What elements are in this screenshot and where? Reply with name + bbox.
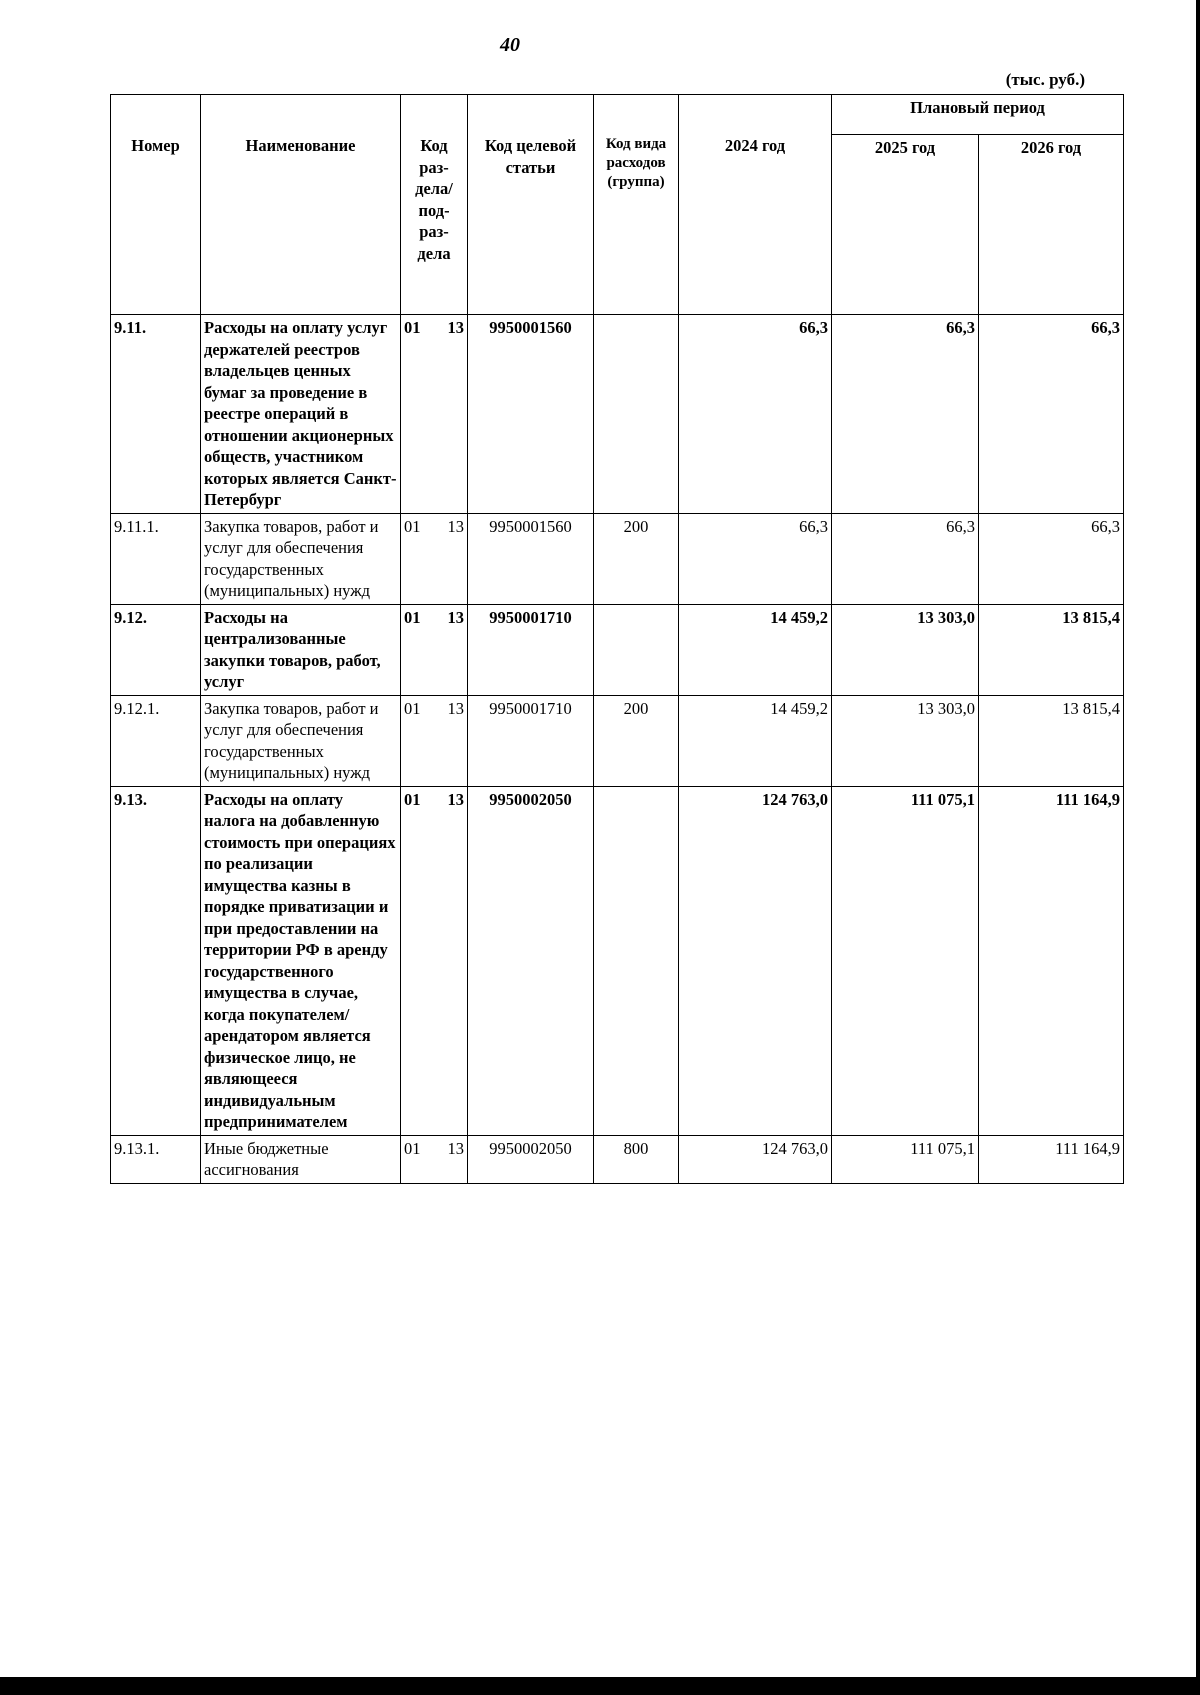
row-number: 9.11.1.	[111, 513, 201, 604]
row-value-2024: 66,3	[679, 315, 832, 514]
header-expense-type: Код вида расходов (группа)	[594, 95, 679, 315]
row-number: 9.13.1.	[111, 1135, 201, 1183]
header-2025: 2025 год	[832, 135, 979, 315]
row-target-code: 9950001710	[468, 604, 594, 695]
page-number: 40	[500, 34, 520, 56]
row-value-2024: 14 459,2	[679, 695, 832, 786]
row-target-code: 9950001710	[468, 695, 594, 786]
row-section: 01	[404, 698, 421, 718]
row-value-2026: 13 815,4	[979, 604, 1124, 695]
table-body	[111, 315, 1124, 1184]
header-planned-period: Плановый период	[832, 95, 1124, 135]
units-label: (тыс. руб.)	[1005, 70, 1085, 89]
row-expense-type	[594, 315, 679, 514]
scan-edge-right	[1196, 0, 1200, 1695]
row-section-code	[401, 786, 468, 1135]
row-name: Иные бюджетные ассигнования	[201, 1135, 401, 1183]
row-value-2024: 66,3	[679, 513, 832, 604]
row-value-2024: 14 459,2	[679, 604, 832, 695]
row-number: 9.12.	[111, 604, 201, 695]
table-row	[111, 786, 1124, 1135]
row-number: 9.13.	[111, 786, 201, 1135]
row-section-code	[401, 1135, 468, 1183]
row-expense-type: 200	[594, 695, 679, 786]
row-expense-type	[594, 786, 679, 1135]
row-number: 9.11.	[111, 315, 201, 514]
table-row	[111, 513, 1124, 604]
header-name: Наименование	[201, 95, 401, 315]
row-expense-type	[594, 604, 679, 695]
row-target-code: 9950001560	[468, 315, 594, 514]
row-value-2025: 13 303,0	[832, 695, 979, 786]
row-name: Закупка товаров, работ и услуг для обеспечения государственных (муниципальных) нужд	[201, 695, 401, 786]
row-name: Расходы на оплату услуг держателей реестров владельцев ценных бумаг за проведение в реестре операций в отношении акционерных обществ, участником которых является Санкт-Петербург	[201, 315, 401, 514]
row-subsection: 13	[447, 318, 464, 337]
table-row	[111, 604, 1124, 695]
header-section-code: Код раз-дела/ под-раз-дела	[401, 95, 468, 315]
row-value-2026: 13 815,4	[979, 695, 1124, 786]
table-row	[111, 1135, 1124, 1183]
row-subsection: 13	[447, 789, 464, 809]
row-target-code: 9950001560	[468, 513, 594, 604]
row-value-2025: 111 075,1	[832, 786, 979, 1135]
row-value-2026: 111 164,9	[979, 786, 1124, 1135]
budget-table	[110, 94, 1124, 1184]
row-value-2025: 13 303,0	[832, 604, 979, 695]
header-2026: 2026 год	[979, 135, 1124, 315]
row-section-code	[401, 695, 468, 786]
row-section: 01	[404, 516, 421, 536]
row-section-code	[401, 315, 468, 514]
row-name: Закупка товаров, работ и услуг для обеспечения государственных (муниципальных) нужд	[201, 513, 401, 604]
row-value-2024: 124 763,0	[679, 786, 832, 1135]
row-name: Расходы на централизованные закупки товаров, работ, услуг	[201, 604, 401, 695]
row-expense-type: 200	[594, 513, 679, 604]
row-subsection: 13	[447, 698, 464, 718]
table-row	[111, 315, 1124, 514]
row-name: Расходы на оплату налога на добавленную стоимость при операциях по реализации имущества казны в порядке приватизации и при предоставлении на территории РФ в аренду государственного имущества в случае, когда покупателем/арендатором является физическое лицо, не являющееся индивидуальным предпринимателем	[201, 786, 401, 1135]
row-subsection: 13	[447, 607, 464, 627]
row-value-2026: 66,3	[979, 513, 1124, 604]
header-target-code: Код целевой статьи	[468, 95, 594, 315]
row-subsection: 13	[447, 1138, 464, 1158]
row-section: 01	[404, 607, 421, 627]
row-subsection: 13	[447, 516, 464, 536]
header-2024: 2024 год	[679, 95, 832, 315]
row-value-2026: 66,3	[979, 315, 1124, 514]
row-value-2025: 66,3	[832, 315, 979, 514]
row-target-code: 9950002050	[468, 1135, 594, 1183]
row-expense-type: 800	[594, 1135, 679, 1183]
row-section: 01	[404, 789, 421, 809]
table-row	[111, 695, 1124, 786]
row-value-2024: 124 763,0	[679, 1135, 832, 1183]
scan-edge-bottom	[0, 1677, 1200, 1695]
row-target-code: 9950002050	[468, 786, 594, 1135]
row-section: 01	[404, 318, 421, 337]
row-value-2025: 111 075,1	[832, 1135, 979, 1183]
header-number: Номер	[111, 95, 201, 315]
row-number: 9.12.1.	[111, 695, 201, 786]
row-value-2026: 111 164,9	[979, 1135, 1124, 1183]
row-section-code	[401, 604, 468, 695]
row-value-2025: 66,3	[832, 513, 979, 604]
row-section-code	[401, 513, 468, 604]
row-section: 01	[404, 1138, 421, 1158]
